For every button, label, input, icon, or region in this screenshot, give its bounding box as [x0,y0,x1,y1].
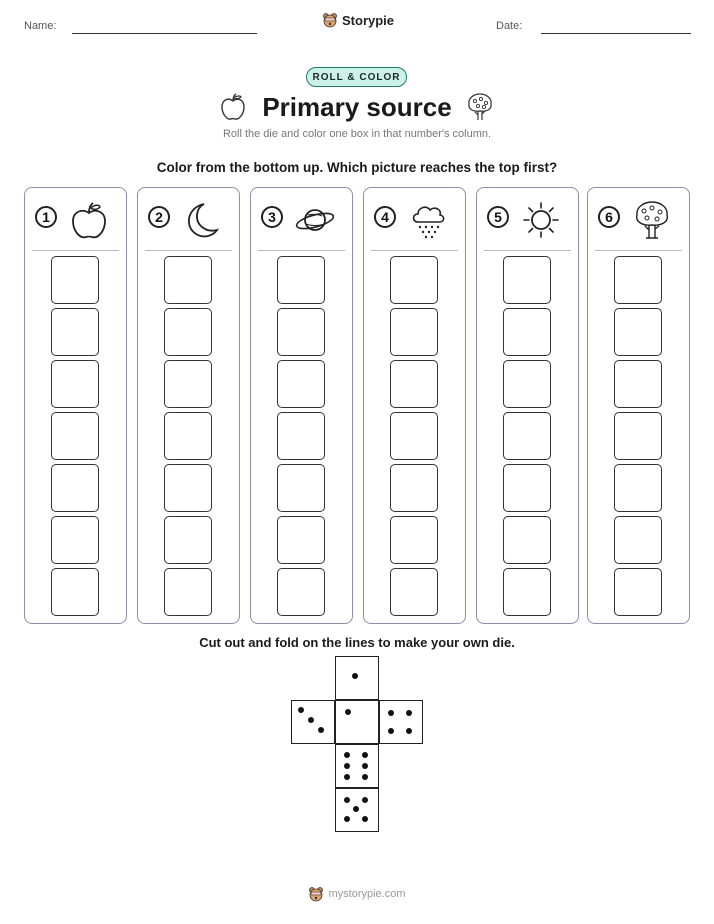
die-pip [352,673,358,679]
color-box[interactable] [51,412,99,460]
color-box[interactable] [277,568,325,616]
planet-icon [295,200,335,240]
die-pip [362,763,368,769]
column-header [364,188,465,250]
color-box[interactable] [614,568,662,616]
column-number: 4 [374,206,396,228]
column-number: 1 [35,206,57,228]
color-box[interactable] [614,412,662,460]
die-face-6 [335,744,379,788]
die-pip [345,709,351,715]
column-number: 6 [598,206,620,228]
die-pip [362,774,368,780]
footer-url: mystorypie.com [328,888,406,900]
die-pip [388,728,394,734]
die-face-1 [335,700,379,744]
color-box[interactable] [503,464,551,512]
die-pip [353,806,359,812]
column-number: 5 [487,206,509,228]
sun-icon [521,200,561,240]
column-header [477,188,578,250]
color-box[interactable] [51,464,99,512]
color-box[interactable] [164,360,212,408]
color-box[interactable] [277,360,325,408]
subtitle: Roll the die and color one box in that number's column. [222,128,492,140]
die-pip [344,752,350,758]
color-box[interactable] [503,516,551,564]
column-2 [137,187,240,624]
name-line[interactable] [72,33,257,34]
color-box[interactable] [51,516,99,564]
name-label: Name: [24,20,57,32]
die-pip [344,797,350,803]
die-pip [362,752,368,758]
color-box[interactable] [503,412,551,460]
apple-icon [69,200,109,240]
column-number: 2 [148,206,170,228]
die-pip [362,816,368,822]
color-box[interactable] [614,360,662,408]
die-pip [318,727,324,733]
column-divider [595,250,682,251]
column-header [25,188,126,250]
color-box[interactable] [390,308,438,356]
column-divider [145,250,232,251]
die-pip [406,728,412,734]
die-pip [362,797,368,803]
column-3 [250,187,353,624]
brand-logo [322,12,394,28]
color-box[interactable] [503,360,551,408]
color-box[interactable] [164,412,212,460]
color-box[interactable] [390,464,438,512]
color-box[interactable] [51,568,99,616]
color-box[interactable] [277,412,325,460]
color-box[interactable] [390,412,438,460]
color-box[interactable] [164,568,212,616]
color-box[interactable] [277,256,325,304]
color-box[interactable] [503,256,551,304]
color-box[interactable] [614,464,662,512]
die-face-5 [335,788,379,832]
bear-mascot-icon [308,886,324,902]
column-header [588,188,689,250]
brand-name: Storypie [342,12,395,28]
column-4 [363,187,466,624]
color-box[interactable] [503,568,551,616]
color-box[interactable] [51,256,99,304]
apple-tree-icon [632,200,672,240]
column-divider [371,250,458,251]
column-header [138,188,239,250]
die-instruction: Cut out and fold on the lines to make your own die. [199,635,515,650]
column-5 [476,187,579,624]
color-box[interactable] [390,360,438,408]
rain-cloud-icon [408,200,448,240]
die-pip [308,717,314,723]
column-divider [258,250,345,251]
color-box[interactable] [164,256,212,304]
column-number: 3 [261,206,283,228]
die-pip [298,707,304,713]
roll-and-color-badge: ROLL & COLOR [306,67,407,87]
die-pip [406,710,412,716]
column-divider [484,250,571,251]
moon-icon [182,200,222,240]
roll-columns [24,187,690,624]
color-box[interactable] [390,568,438,616]
color-box[interactable] [614,516,662,564]
column-header [251,188,352,250]
die-face-3 [291,700,335,744]
die-pip [344,774,350,780]
color-box[interactable] [164,464,212,512]
color-box[interactable] [164,516,212,564]
bear-mascot-icon [322,12,338,28]
date-line[interactable] [541,33,691,34]
color-box[interactable] [51,360,99,408]
column-1 [24,187,127,624]
die-pip [344,816,350,822]
column-divider [32,250,119,251]
page-title: Primary source [262,92,452,122]
color-box[interactable] [277,516,325,564]
column-6 [587,187,690,624]
color-box[interactable] [51,308,99,356]
color-box[interactable] [164,308,212,356]
footer [0,886,714,902]
date-label: Date: [496,20,523,32]
color-box[interactable] [614,256,662,304]
color-box[interactable] [503,308,551,356]
instruction-text: Color from the bottom up. Which picture reaches the top first? [156,160,558,175]
color-box[interactable] [277,464,325,512]
die-pip [388,710,394,716]
die-pip [344,763,350,769]
color-box[interactable] [277,308,325,356]
color-box[interactable] [390,256,438,304]
die-face-1 [335,656,379,700]
die-face-4 [379,700,423,744]
color-box[interactable] [614,308,662,356]
color-box[interactable] [390,516,438,564]
apple-tree-title-icon [466,92,494,122]
